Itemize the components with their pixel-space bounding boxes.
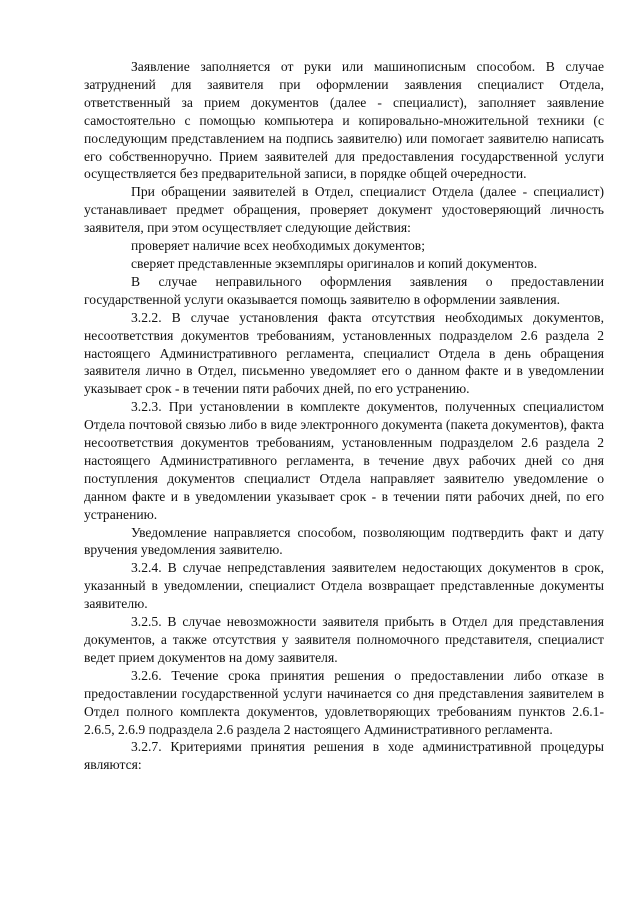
paragraph-3-2-5: 3.2.5. В случае невозможности заявителя прибыть в Отдел для представления документов, а также отсутствия у заявителя полномочного представителя, специалист ведет прием документов на дому заявителя. [84,614,604,665]
paragraph-3-2-6: 3.2.6. Течение срока принятия решения о предоставлении либо отказе в предоставлении государственной услуги начинается со дня представления заявителем в Отдел полного комплекта документов, удовлетворяющих требованиям пунктов 2.6.1-2.6.5, 2.6.9 подраздела 2.6 раздела 2 настоящего Административного регламента. [84,667,604,737]
paragraph-3-2-4: 3.2.4. В случае непредставления заявителем недостающих документов в срок, указанный в уведомлении, специалист Отдела возвращает представленные документы заявителю. [84,560,604,612]
list-item-check-documents: проверяет наличие всех необходимых документов; [131,238,425,254]
list-item-verify-copies: сверяет представленные экземпляры оригиналов и копий документов. [131,255,538,271]
paragraph-application-filling: Заявление заполняется от руки или машинописным способом. В случае затруднений для заявителя при оформлении заявления специалист Отдела, ответственный за прием документов (далее - специалист), заполняет заявление самостоятельно с помощью компьютера и копировально-множительной техники (с последующим представлением на подпись заявителю) или помогает заявителю написать его собственноручно. Прием заявителей для предоставления государственной услуги осуществляется без предварительной записи, в порядке общей очередности. [84,59,604,182]
paragraph-3-2-2: 3.2.2. В случае установления факта отсутствия необходимых документов, несоответствия документов требованиям, установленных подразделом 2.6 раздела 2 настоящего Административного регламента, специалист Отдела в день обращения заявителя лично в Отдел, письменно уведомляет его о данном факте и в уведомлении указывает срок - в течении пяти рабочих дней, по его устранению. [84,309,604,397]
paragraph-3-2-3: 3.2.3. При установлении в комплекте документов, полученных специалистом Отдела почтовой связью либо в виде электронного документа (пакета документов), факта несоответствия документов требованиям, установленным подразделом 2.6 раздела 2 настоящего Административного регламента, в течение двух рабочих дней со дня поступления документов специалист Отдела направляет заявителю уведомление о данном факте и в уведомлении указывает срок - в течении пяти рабочих дней, по его устранению. [84,399,604,522]
paragraph-applicant-appeal: При обращении заявителей в Отдел, специалист Отдела (далее - специалист) устанавливает предмет обращения, проверяет документ удостоверяющий личность заявителя, при этом осуществляет следующие действия: [84,184,604,236]
paragraph-incorrect-form: В случае неправильного оформления заявления о предоставлении государственной услуги оказывается помощь заявителю в оформлении заявления. [84,273,604,307]
paragraph-3-2-7: 3.2.7. Критериями принятия решения в ходе административной процедуры являются: [84,739,604,773]
paragraph-notification-method: Уведомление направляется способом, позволяющим подтвердить факт и дату вручения уведомления заявителю. [84,524,604,558]
